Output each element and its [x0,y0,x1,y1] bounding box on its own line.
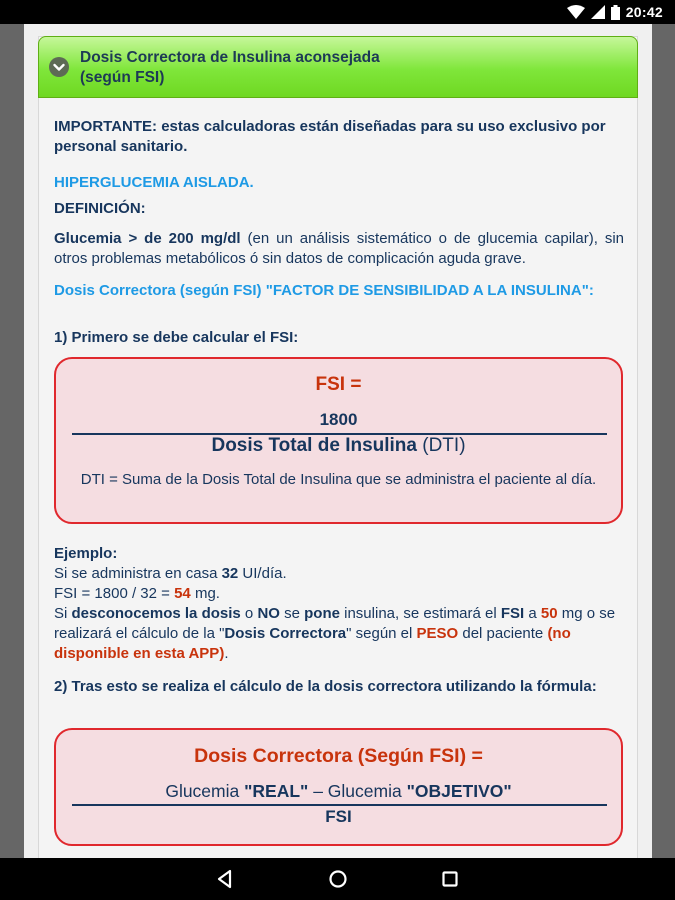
section-heading-dosis: Dosis Correctora (según FSI) "FACTOR DE SENSIBILIDAD A LA INSULINA": [54,282,594,299]
dosis-formula-box [54,728,623,846]
status-time: 20:42 [625,4,663,20]
formula-denominator: FSI [325,807,352,826]
formula-title: FSI = [315,374,362,395]
collapsible-panel [38,36,638,858]
example-line-1: Si se administra en casa 32 UI/día. [54,565,287,582]
chevron-down-icon[interactable] [49,57,69,77]
fraction-line [72,804,607,806]
step-2: 2) Tras esto se realiza el cálculo de la dosis correctora utilizando la fórmula: [54,678,597,695]
example-title: Ejemplo: [54,545,118,562]
status-bar [0,0,675,24]
wifi-icon [567,5,585,19]
fsi-formula-box [54,357,623,524]
definition-label: DEFINICIÓN: [54,200,146,217]
formula-title: Dosis Correctora (Según FSI) = [194,745,483,767]
example-text [54,564,624,664]
recents-icon[interactable] [439,868,461,890]
panel-header[interactable] [38,36,638,98]
step-1: 1) Primero se debe calcular el FSI: [54,329,299,346]
formula-denominator: Dosis Total de Insulina (DTI) [211,435,466,456]
formula-numerator: Glucemia "REAL" – Glucemia "OBJETIVO" [165,781,512,801]
important-notice: IMPORTANTE: estas calculadoras están diseñadas para su uso exclusivo por personal sanitario. [54,118,606,155]
navigation-bar [0,858,675,900]
definition-text: Glucemia > de 200 mg/dl (en un análisis sistemático o de glucemia capilar), sin otros problemas metabólicos ó sin datos de complicación aguda grave. [54,230,624,267]
signal-icon [591,5,605,19]
example-line-3: Si desconocemos la dosis o NO se pone insulina, se estimará el FSI a 50 mg o se realizará el cálculo de la "Dosis Correctora" según el PESO del paciente (no disponible en esta APP). [54,605,616,662]
back-icon[interactable] [214,868,236,890]
section-heading-hiperglucemia: HIPERGLUCEMIA AISLADA. [54,174,254,191]
battery-icon [611,5,620,20]
formula-numerator: 1800 [319,410,358,429]
home-icon[interactable] [327,868,349,890]
example-line-2: FSI = 1800 / 32 = 54 mg. [54,585,220,602]
formula-note: DTI = Suma de la Dosis Total de Insulina que se administra el paciente al día. [80,471,597,488]
app-content [24,24,652,858]
panel-title: Dosis Correctora de Insulina aconsejada (según FSI) [80,49,380,86]
